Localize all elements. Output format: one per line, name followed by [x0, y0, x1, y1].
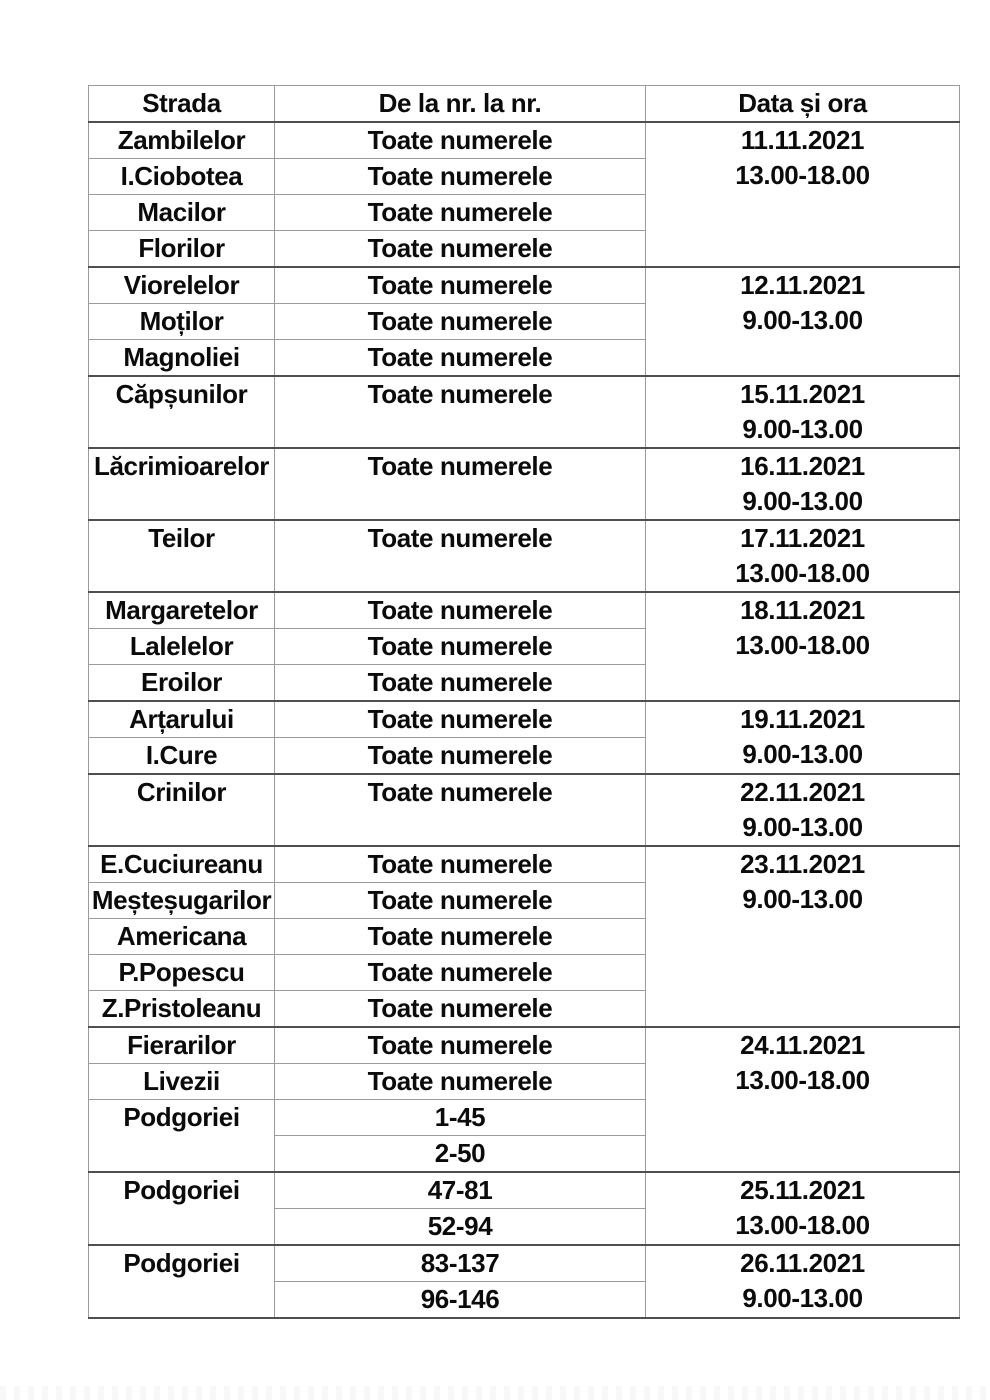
numbers-cell: 96-146	[275, 1282, 646, 1319]
time-text: 9.00-13.00	[742, 486, 863, 516]
date-cell	[646, 520, 960, 592]
date-text: 12.11.2021	[740, 270, 865, 300]
schedule-table	[88, 85, 960, 1319]
date-text: 16.11.2021	[740, 451, 865, 481]
street-cell: Crinilor	[89, 774, 275, 846]
time-text: 13.00-18.00	[735, 558, 870, 588]
street-cell: Eroilor	[89, 665, 275, 702]
street-cell: Livezii	[89, 1064, 275, 1100]
numbers-cell: Toate numerele	[275, 991, 646, 1028]
numbers-cell: Toate numerele	[275, 1064, 646, 1100]
date-text: 11.11.2021	[740, 125, 865, 155]
time-text: 13.00-18.00	[735, 630, 870, 660]
date-cell	[646, 1172, 960, 1245]
numbers-cell: 1-45	[275, 1100, 646, 1136]
table-row	[89, 774, 960, 846]
time-text: 13.00-18.00	[735, 1210, 870, 1240]
street-cell: Teilor	[89, 520, 275, 592]
street-cell: Meșteșugarilor	[89, 883, 275, 919]
street-cell: Viorelelor	[89, 267, 275, 304]
table-row	[89, 1172, 960, 1209]
table-row	[89, 448, 960, 520]
table-row	[89, 267, 960, 304]
street-cell: Fierarilor	[89, 1027, 275, 1064]
numbers-cell: Toate numerele	[275, 738, 646, 775]
street-cell: E.Cuciureanu	[89, 846, 275, 883]
date-text: 24.11.2021	[740, 1030, 865, 1060]
numbers-cell: Toate numerele	[275, 592, 646, 629]
numbers-cell: Toate numerele	[275, 1027, 646, 1064]
street-cell: Macilor	[89, 195, 275, 231]
col-header-numere: De la nr. la nr.	[275, 86, 646, 123]
numbers-cell: Toate numerele	[275, 520, 646, 592]
street-cell: Americana	[89, 919, 275, 955]
numbers-cell: Toate numerele	[275, 919, 646, 955]
col-header-data-ora: Data și ora	[646, 86, 960, 123]
date-cell	[646, 376, 960, 448]
numbers-cell: 47-81	[275, 1172, 646, 1209]
numbers-cell: Toate numerele	[275, 701, 646, 738]
numbers-cell: Toate numerele	[275, 267, 646, 304]
table-row	[89, 1027, 960, 1064]
numbers-cell: Toate numerele	[275, 122, 646, 159]
street-cell: Arțarului	[89, 701, 275, 738]
time-text: 13.00-18.00	[735, 1065, 870, 1095]
date-text: 26.11.2021	[740, 1248, 865, 1278]
numbers-cell: 52-94	[275, 1209, 646, 1246]
street-cell: P.Popescu	[89, 955, 275, 991]
date-text: 22.11.2021	[740, 777, 865, 807]
date-cell	[646, 774, 960, 846]
table-row	[89, 1245, 960, 1282]
date-text: 18.11.2021	[740, 595, 865, 625]
time-text: 9.00-13.00	[742, 414, 863, 444]
street-cell: Magnoliei	[89, 340, 275, 377]
date-text: 19.11.2021	[740, 704, 865, 734]
table-row	[89, 122, 960, 159]
table-row	[89, 846, 960, 883]
date-cell	[646, 846, 960, 1027]
date-cell	[646, 1245, 960, 1318]
date-cell	[646, 267, 960, 376]
numbers-cell: Toate numerele	[275, 340, 646, 377]
table-row	[89, 376, 960, 448]
numbers-cell: Toate numerele	[275, 665, 646, 702]
date-text: 25.11.2021	[740, 1175, 865, 1205]
date-text: 15.11.2021	[740, 379, 865, 409]
street-cell: Podgoriei	[89, 1100, 275, 1173]
numbers-cell: Toate numerele	[275, 955, 646, 991]
numbers-cell: Toate numerele	[275, 304, 646, 340]
street-cell: Podgoriei	[89, 1245, 275, 1318]
time-text: 9.00-13.00	[742, 812, 863, 842]
street-cell: I.Ciobotea	[89, 159, 275, 195]
table-row	[89, 701, 960, 738]
numbers-cell: Toate numerele	[275, 774, 646, 846]
street-cell: Moților	[89, 304, 275, 340]
scan-noise-strip	[0, 1386, 990, 1400]
date-cell	[646, 448, 960, 520]
numbers-cell: 83-137	[275, 1245, 646, 1282]
time-text: 9.00-13.00	[742, 739, 863, 769]
numbers-cell: 2-50	[275, 1136, 646, 1173]
date-cell	[646, 1027, 960, 1172]
street-cell: Căpșunilor	[89, 376, 275, 448]
col-header-strada: Strada	[89, 86, 275, 123]
schedule-table-body	[89, 122, 960, 1318]
date-cell	[646, 122, 960, 267]
street-cell: Lalelelor	[89, 629, 275, 665]
time-text: 9.00-13.00	[742, 884, 863, 914]
date-text: 17.11.2021	[740, 523, 865, 553]
street-cell: Podgoriei	[89, 1172, 275, 1245]
time-text: 9.00-13.00	[742, 1283, 863, 1313]
street-cell: Zambilelor	[89, 122, 275, 159]
street-cell: Florilor	[89, 231, 275, 268]
numbers-cell: Toate numerele	[275, 159, 646, 195]
street-cell: Lăcrimioarelor	[89, 448, 275, 520]
street-cell: I.Cure	[89, 738, 275, 775]
table-row	[89, 592, 960, 629]
numbers-cell: Toate numerele	[275, 448, 646, 520]
table-row	[89, 520, 960, 592]
time-text: 13.00-18.00	[735, 160, 870, 190]
numbers-cell: Toate numerele	[275, 195, 646, 231]
numbers-cell: Toate numerele	[275, 231, 646, 268]
numbers-cell: Toate numerele	[275, 629, 646, 665]
street-cell: Margaretelor	[89, 592, 275, 629]
numbers-cell: Toate numerele	[275, 883, 646, 919]
numbers-cell: Toate numerele	[275, 376, 646, 448]
street-cell: Z.Pristoleanu	[89, 991, 275, 1028]
numbers-cell: Toate numerele	[275, 846, 646, 883]
header-row	[89, 86, 960, 123]
date-cell	[646, 592, 960, 701]
date-cell	[646, 701, 960, 774]
date-text: 23.11.2021	[740, 849, 865, 879]
time-text: 9.00-13.00	[742, 305, 863, 335]
